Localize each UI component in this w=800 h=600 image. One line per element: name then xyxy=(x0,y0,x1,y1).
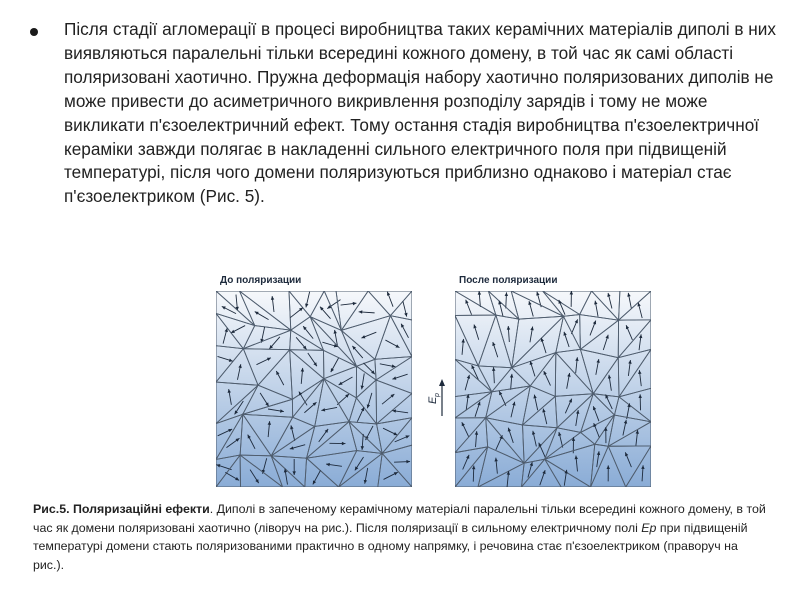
bullet-dot-icon xyxy=(30,28,38,36)
domains-before-diagram xyxy=(216,291,412,487)
field-indicator xyxy=(426,378,450,418)
field-label-subscript: p xyxy=(434,393,441,397)
figure-title-before: До поляризации xyxy=(220,275,302,286)
field-label-text: E xyxy=(427,396,439,404)
caption-label: Рис.5. Поляризаційні ефекти xyxy=(33,502,210,516)
figure-caption xyxy=(33,500,768,574)
bullet-paragraph: Після стадії агломерації в процесі виробництва таких керамічних матеріалів диполі в них виявляються паралельні тільки всередині кожного домену, в той час як самі області поляризовані хаотично. Пружна деформація набору хаотично поляризованих диполів не може привести до асиметричного викривлення розподілу зарядів і тому не може викликати п'єзоелектричний ефект. Тому остання стадія виробництва п'єзоелектричної кераміки завжди полягає в накладенні сильного електричного поля при підвищеній температурі, після чого домени поляризуються приблизно однаково і матеріал стає п'єзоелектриком (Рис. 5). xyxy=(64,19,776,207)
domains-after-diagram xyxy=(455,291,651,487)
caption-text-2: при підвищеній температурі домени стають поляризованими практично в одному напрямку, і речовина стає п'єзоелектриком (праворуч на рис.). xyxy=(33,520,748,572)
figure-title-after: После поляризации xyxy=(459,275,558,286)
caption-text-1: . Диполі в запеченому керамічному матеріалі паралельні тільки всередині кожного домену, в той час як домени поляризовані хаотично (ліворуч на рис.). Після поляризації в сильному електричному полі xyxy=(33,502,766,535)
caption-symbol: Ep xyxy=(641,520,657,535)
